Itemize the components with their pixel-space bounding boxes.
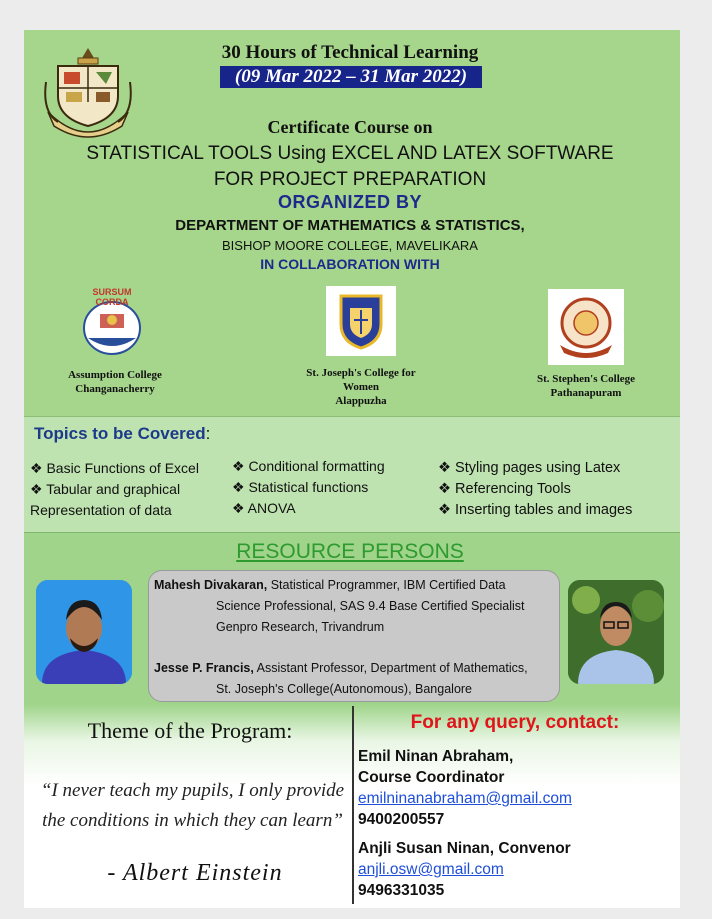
resource-person-1-name: Mahesh Divakaran, [154, 578, 268, 592]
contact-details [358, 746, 678, 901]
collaborator-assumption [50, 368, 180, 396]
contact-2-email-link[interactable]: anjli.osw@gmail.com [358, 861, 504, 878]
topic-item: ❖ Inserting tables and images [438, 502, 633, 518]
topics-column-3 [438, 458, 678, 521]
topics-heading [34, 424, 210, 444]
topic-item: ❖ Conditional formatting [232, 458, 385, 474]
course-dates: (09 Mar 2022 – 31 Mar 2022) [220, 66, 482, 88]
topics-column-2 [232, 456, 432, 519]
resource-person-2-name: Jesse P. Francis, [154, 661, 254, 675]
college-crest-logo [42, 42, 134, 140]
theme-heading: Theme of the Program: [87, 718, 293, 743]
person-avatar-icon [36, 580, 132, 684]
collaborator-st-stephens [522, 372, 650, 400]
topic-item: Representation of data [30, 502, 172, 518]
resource-person-2-role: Assistant Professor, Department of Mathematics, [253, 661, 528, 675]
course-hours: 30 Hours of Technical Learning [221, 42, 479, 63]
course-title-line1: STATISTICAL TOOLS Using EXCEL AND LATEX SOFTWARE [86, 143, 614, 164]
resource-person-1-certification: Science Professional, SAS 9.4 Base Certified Specialist [216, 599, 525, 613]
query-heading: For any query, contact: [410, 712, 620, 733]
topic-item: ❖ Styling pages using Latex [438, 460, 621, 476]
organized-by: ORGANIZED BY [277, 192, 422, 212]
collaborator-name: St. Joseph's College for [306, 367, 416, 379]
assumption-motto: SURSUM CORDA [92, 287, 132, 307]
topic-item: ❖ Tabular and graphical [30, 481, 181, 497]
resource-person-photo-1 [36, 580, 132, 684]
contact-1-name: Emil Ninan Abraham, [358, 748, 514, 765]
contact-1-role: Course Coordinator [358, 769, 505, 786]
collaborator-name-2: Women [342, 381, 380, 393]
contact-1-email-link[interactable]: emilninanabraham@gmail.com [358, 790, 572, 807]
college-name: BISHOP MOORE COLLEGE, MAVELIKARA [222, 238, 478, 253]
footer-divider [352, 706, 354, 904]
contact-2-name: Anjli Susan Ninan, Convenor [358, 840, 571, 857]
course-title-line2: FOR PROJECT PREPARATION [213, 169, 487, 190]
topic-item: ❖ ANOVA [232, 500, 296, 516]
resource-person-2-org: St. Joseph's College(Autonomous), Bangalore [216, 682, 473, 696]
collaborator-name: St. Stephen's College [536, 373, 636, 385]
topic-item: ❖ Statistical functions [232, 479, 369, 495]
person-avatar-icon [568, 580, 664, 684]
topics-heading-text: Topics to be Covered [34, 424, 206, 443]
resource-person-1-role: Statistical Programmer, IBM Certified Data [267, 578, 506, 592]
contact-1-phone: 9400200557 [358, 811, 445, 828]
organizer [130, 216, 570, 256]
collaborator-place: Changanacherry [75, 383, 155, 395]
topics-heading-colon: : [205, 424, 211, 443]
topics-column-1 [30, 458, 230, 521]
collaborator-place: Pathanapuram [550, 387, 622, 399]
collaborator-name: Assumption College [68, 369, 162, 381]
resource-person-photo-2 [568, 580, 664, 684]
resource-person-1 [154, 575, 554, 638]
collaboration-label: IN COLLABORATION WITH [260, 256, 440, 272]
collaborator-st-josephs [298, 366, 424, 408]
st-josephs-college-logo [326, 286, 396, 356]
topic-item: ❖ Referencing Tools [438, 481, 571, 497]
department-name: DEPARTMENT OF MATHEMATICS & STATISTICS, [175, 217, 525, 234]
quote-author: - Albert Einstein [107, 860, 283, 886]
resource-person-1-org: Genpro Research, Trivandrum [216, 620, 385, 634]
contact-2-phone: 9496331035 [358, 882, 445, 899]
theme-quote: “I never teach my pupils, I only provide the conditions in which they can learn” [40, 780, 345, 831]
resource-person-2 [154, 658, 554, 700]
topic-item: ❖ Basic Functions of Excel [30, 460, 199, 476]
st-stephens-college-logo [548, 289, 624, 365]
course-title [60, 141, 640, 193]
resource-persons-heading: RESOURCE PERSONS [236, 540, 464, 563]
certificate-label: Certificate Course on [267, 117, 433, 137]
collaborator-place: Alappuzha [335, 395, 387, 407]
